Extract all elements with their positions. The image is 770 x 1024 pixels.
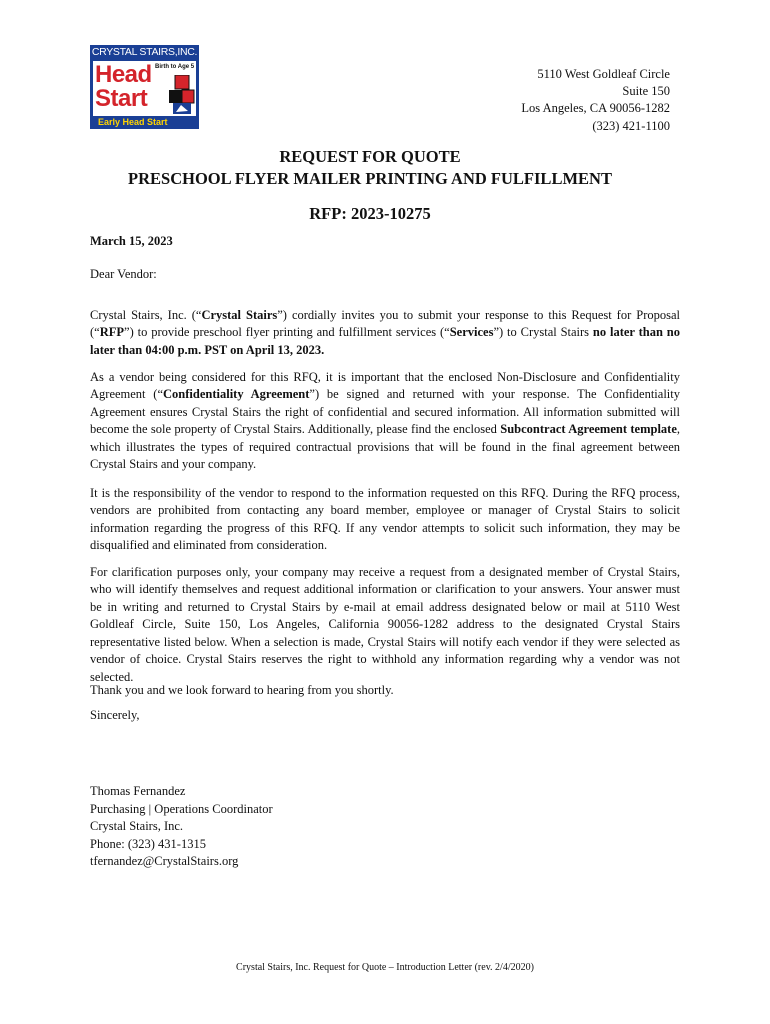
paragraph-confidentiality: As a vendor being considered for this RFQ, it is important that the enclosed Non-Disclosure and Confidentiality Agreement (“Confidentiality Agreement”) be signed and returned with your response. The Confidentiality Agreement ensures Crystal Stairs the right of confidential and secured information. All information submitted will become the sole property of Crystal Stairs. Additionally, please find the enclosed Subcontract Agreement template, which illustrates the types of required contractual provisions that will be found in the final agreement between Crystal Stairs and your company.	[90, 369, 680, 471]
address-street: 5110 West Goldleaf Circle	[537, 67, 670, 81]
paragraph-clarification: For clarification purposes only, your company may receive a request from a designated member of Crystal Stairs, who will identify themselves and request additional information or clarification to your answers. Your answer must be in writing and returned to Crystal Stairs by e-mail at email address designated below or mail at 5110 West Goldleaf Circle, Suite 150, Los Angeles, California 90056-1282 address to the designated Crystal Stairs representative listed below. When a selection is made, Crystal Stairs will notify each vendor if they were selected as vendor of choice. Crystal Stairs reserves the right to withhold any information regarding why a vendor was not selected.	[90, 564, 680, 684]
closing-sincerely: Sincerely,	[90, 708, 140, 722]
signer-phone: Phone: (323) 431-1315	[90, 836, 206, 851]
logo-head-text: Head	[95, 61, 152, 88]
logo-start-text: Start	[95, 85, 148, 112]
logo-org-name: CRYSTAL STAIRS,INC.	[91, 46, 198, 58]
logo-early-head-start: Early Head Start	[98, 117, 168, 127]
sender-address	[521, 66, 670, 135]
address-phone: (323) 421-1100	[592, 118, 670, 133]
logo-birth-text: Birth to Age 5	[155, 64, 195, 70]
signer-title: Purchasing | Operations Coordinator	[90, 801, 273, 816]
address-city: Los Angeles, CA 90056-1282	[521, 101, 670, 116]
page-footer: Crystal Stairs, Inc. Request for Quote – Introduction Letter (rev. 2/4/2020)	[236, 962, 534, 973]
signature-block	[90, 783, 273, 871]
greeting: Dear Vendor:	[90, 267, 157, 281]
paragraph-responsibility: It is the responsibility of the vendor to respond to the information requested on this RFQ. During the RFQ process, vendors are prohibited from contacting any board member, employee or manager of Crystal Stairs to solicit information regarding the progress of this RFQ. If any vendor attempts to solicit such information, they may be disqualified and eliminated from consideration.	[90, 485, 680, 552]
toy-blocks-icon	[167, 75, 195, 115]
rfp-number: RFP: 2023-10275	[309, 204, 431, 223]
address-suite: Suite 150	[622, 84, 670, 99]
document-subtitle: PRESCHOOL FLYER MAILER PRINTING AND FULFILLMENT	[128, 169, 612, 188]
letter-date: March 15, 2023	[90, 234, 173, 248]
paragraph-invitation: Crystal Stairs, Inc. (“Crystal Stairs”) cordially invites you to submit your response to this Request for Proposal (“RFP”) to provide preschool flyer printing and fulfillment services (“Services”) to Crystal Stairs no later than no later than 04:00 p.m. PST on April 13, 2023.	[90, 307, 680, 357]
signer-company: Crystal Stairs, Inc.	[90, 819, 184, 833]
logo-panel	[93, 61, 196, 116]
head-start-logo	[90, 45, 199, 129]
signer-email: tfernandez@CrystalStairs.org	[90, 854, 239, 868]
closing-thanks: Thank you and we look forward to hearing from you shortly.	[90, 683, 394, 697]
signer-name: Thomas Fernandez	[90, 784, 186, 798]
document-title: REQUEST FOR QUOTE	[279, 147, 461, 166]
